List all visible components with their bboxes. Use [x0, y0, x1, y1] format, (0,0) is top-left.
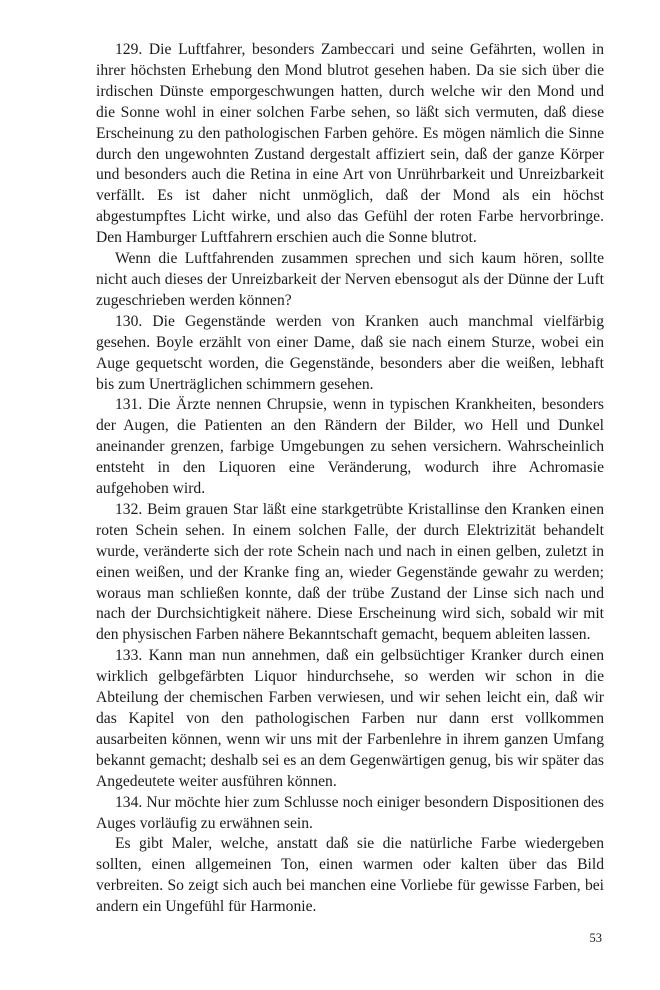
paragraph-133: 133. Kann man nun annehmen, daß ein gelbsüchtiger Kranker durch einen wirklich gelbgefärbten Liquor hindurchsehe, so werden wir schon in die Abteilung der chemischen Farben verwiesen, und wir sehen leicht ein, daß wir das Kapitel von den pathologischen Farben nur dann erst vollkommen ausarbeiten können, wenn wir uns mit der Farbenlehre in ihrem ganzen Umfang bekannt gemacht; deshalb sei es an dem Gegenwärtigen genug, bis wir später das Angedeutete weiter ausführen können.: [96, 647, 604, 790]
paragraph-131: 131. Die Ärzte nennen Chrupsie, wenn in typischen Krankheiten, besonders der Augen, die Patienten an den Rändern der Bilder, wo Hell und Dunkel aneinander grenzen, farbige Umgebungen zu sehen versichern. Wahrscheinlich entsteht in den Liquoren eine Veränderung, wodurch ihre Achromasie aufgehoben wird.: [96, 396, 604, 498]
page-body: [96, 40, 604, 918]
paragraph-134-continued: Es gibt Maler, welche, anstatt daß sie die natürliche Farbe wiedergeben sollten, einen allgemeinen Ton, einen warmen oder kalten über das Bild verbreiten. So zeigt sich auch bei manchen eine Vorliebe für gewisse Farben, bei andern ein Ungefühl für Harmonie.: [96, 835, 604, 916]
paragraph-129-continued: Wenn die Luftfahrenden zusammen sprechen und sich kaum hören, sollte nicht auch dieses der Unreizbarkeit der Nerven ebensogut als der Dünne der Luft zugeschrieben werden können?: [96, 250, 604, 309]
paragraph-130: 130. Die Gegenstände werden von Kranken auch manchmal vielfärbig gesehen. Boyle erzählt von einer Dame, daß sie nach einem Sturze, wobei ein Auge gequetscht worden, die Gegenstände, besonders aber die weißen, lebhaft bis zum Unerträglichen schimmern gesehen.: [96, 312, 604, 393]
paragraph-129: 129. Die Luftfahrer, besonders Zambeccari und seine Gefährten, wollen in ihrer höchsten Erhebung den Mond blutrot gesehen haben. Da sie sich über die irdischen Dünste emporgeschwungen hatten, durch welche wir den Mond und die Sonne wohl in einer solchen Farbe sehen, so läßt sich vermuten, daß diese Erscheinung zu den pathologischen Farben gehöre. Es mögen nämlich die Sinne durch den ungewohnten Zustand dergestalt affiziert sein, daß der ganze Körper und besonders auch die Retina in eine Art von Unrührbarkeit und Unreizbarkeit verfällt. Es ist daher nicht unmöglich, daß der Mond als ein höchst abgestumpftes Licht wirke, und also das Gefühl der roten Farbe hervorbringe. Den Hamburger Luftfahrern erschien auch die Sonne blutrot.: [96, 41, 604, 247]
paragraph-134: 134. Nur möchte hier zum Schlusse noch einiger besondern Dispositionen des Auges vorläufig zu erwähnen sein.: [96, 793, 604, 832]
page-number: 53: [589, 931, 602, 945]
paragraph-132: 132. Beim grauen Star läßt eine starkgetrübte Kristallinse den Kranken einen roten Schein sehen. In einem solchen Falle, der durch Elektrizität behandelt wurde, veränderte sich der rote Schein nach und nach in einen gelben, zuletzt in einen weißen, und der Kranke fing an, wieder Gegenstände gewahr zu werden; woraus man schließen konnte, daß der trübe Zustand der Linse sich nach und nach der Durchsichtigkeit nähere. Diese Erscheinung wird sich, sobald wir mit den physischen Farben nähere Bekanntschaft gemacht, bequem ableiten lassen.: [96, 500, 604, 644]
